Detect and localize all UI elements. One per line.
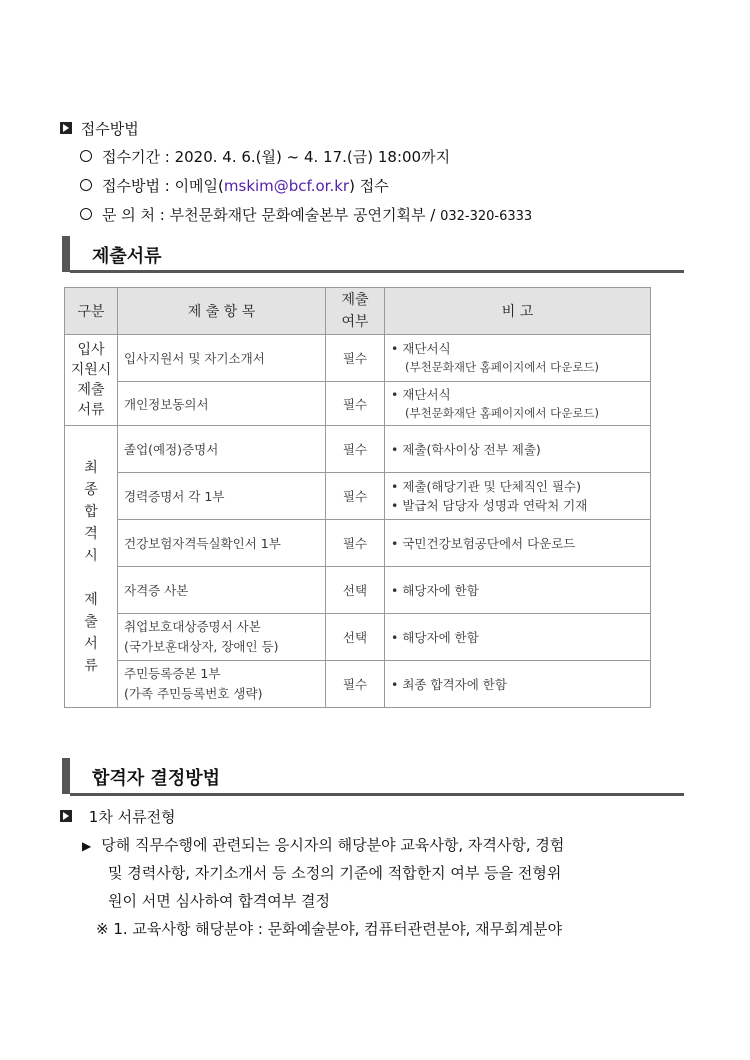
table-row xyxy=(65,335,651,382)
table-row xyxy=(65,661,651,708)
contact-phone: 032-320-6333 xyxy=(440,209,533,224)
decision-para-line1 xyxy=(82,834,564,855)
row-required: 필수 xyxy=(326,426,385,473)
row-required: 필수 xyxy=(326,520,385,567)
row-required: 선택 xyxy=(326,614,385,661)
note-text: • 최종 합격자에 한함 xyxy=(391,675,644,694)
contact-value: 부천문화재단 문화예술본부 공연기획부 xyxy=(169,206,426,224)
row-item-line2: (국가보훈대상자, 장애인 등) xyxy=(124,639,279,654)
note-text: • 제출(해당기관 및 단체직인 필수) xyxy=(391,477,644,496)
documents-section-title: 제출서류 xyxy=(92,246,162,267)
para-line1-text: 당해 직무수행에 관련되는 응시자의 해당분야 교육사항, 자격사항, 경험 xyxy=(101,836,565,854)
row-item: 경력증명서 각 1부 xyxy=(118,473,326,520)
arrow-box-icon xyxy=(60,810,72,822)
row-note xyxy=(385,473,651,520)
row-note xyxy=(385,520,651,567)
stage-heading xyxy=(60,806,176,827)
row-item: 개인정보동의서 xyxy=(118,382,326,426)
group-final-text: 최 종 합 격 시 제 출 서 류 xyxy=(84,459,98,674)
group-application-label: 입사 지원시 제출 서류 xyxy=(65,335,118,426)
reception-heading xyxy=(60,118,139,139)
note-sub: (부천문화재단 홈페이지에서 다운로드) xyxy=(405,360,600,374)
row-note xyxy=(385,335,651,382)
section-bar xyxy=(62,758,70,794)
email-link[interactable]: mskim@bcf.or.kr xyxy=(223,177,350,195)
row-item xyxy=(118,614,326,661)
period-label: 접수기간 xyxy=(102,148,160,166)
note-text: • 해당자에 한함 xyxy=(391,581,644,600)
note-text-2: • 발급처 담당자 성명과 연락처 기재 xyxy=(391,496,644,515)
period-sep: : xyxy=(159,148,175,166)
row-required: 필수 xyxy=(326,473,385,520)
reception-period xyxy=(80,146,450,167)
method-sep: : xyxy=(159,177,175,195)
contact-label: 문 의 처 xyxy=(102,206,156,224)
note-text: • 제출(학사이상 전부 제출) xyxy=(391,440,644,459)
table-header-row xyxy=(65,288,651,335)
row-item-line1: 취업보호대상증명서 사본 xyxy=(124,619,261,634)
row-item xyxy=(118,661,326,708)
row-note xyxy=(385,661,651,708)
header-remarks: 비 고 xyxy=(385,288,651,335)
row-note xyxy=(385,614,651,661)
arrow-box-icon xyxy=(60,122,72,134)
method-label: 접수방법 xyxy=(102,177,160,195)
row-required: 필수 xyxy=(326,335,385,382)
section-bar xyxy=(62,236,70,272)
note-text: • 재단서식 xyxy=(391,385,644,404)
circle-bullet-icon xyxy=(80,208,92,220)
circle-bullet-icon xyxy=(80,179,92,191)
reception-method xyxy=(80,175,389,196)
header-item: 제 출 항 목 xyxy=(118,288,326,335)
section-underline xyxy=(70,793,684,796)
table-row xyxy=(65,426,651,473)
reception-contact xyxy=(80,204,532,225)
row-required: 필수 xyxy=(326,382,385,426)
triangle-bullet-icon: ▶ xyxy=(82,839,92,853)
row-item-line2: (가족 주민등록번호 생략) xyxy=(124,686,263,701)
stage-title: 1차 서류전형 xyxy=(88,808,176,826)
phone-sep: / xyxy=(425,206,441,224)
table-row xyxy=(65,614,651,661)
row-note xyxy=(385,567,651,614)
period-value: 2020. 4. 6.(월) ~ 4. 17.(금) 18:00까지 xyxy=(174,148,451,166)
row-note xyxy=(385,382,651,426)
decision-para-line3: 원이 서면 심사하여 합격여부 결정 xyxy=(108,892,330,910)
method-value-pre: 이메일( xyxy=(174,177,224,195)
header-required: 제출 여부 xyxy=(326,288,385,335)
decision-note: ※ 1. 교육사항 해당분야 : 문화예술분야, 컴퓨터관련분야, 재무회계분야 xyxy=(96,920,563,938)
group-final-label xyxy=(65,426,118,708)
row-item: 건강보험자격득실확인서 1부 xyxy=(118,520,326,567)
decision-section-title: 합격자 결정방법 xyxy=(92,768,220,789)
table-row xyxy=(65,520,651,567)
row-required: 선택 xyxy=(326,567,385,614)
contact-sep: : xyxy=(155,206,170,224)
table-row xyxy=(65,382,651,426)
circle-bullet-icon xyxy=(80,150,92,162)
table-row xyxy=(65,473,651,520)
reception-title: 접수방법 xyxy=(80,120,139,138)
method-value-post: ) 접수 xyxy=(349,177,389,195)
documents-table xyxy=(64,287,651,708)
row-item-line1: 주민등록증본 1부 xyxy=(124,666,221,681)
header-category: 구분 xyxy=(65,288,118,335)
row-note xyxy=(385,426,651,473)
row-item: 졸업(예정)증명서 xyxy=(118,426,326,473)
decision-para-line2: 및 경력사항, 자기소개서 등 소정의 기준에 적합한지 여부 등을 전형위 xyxy=(108,864,562,882)
note-text: • 해당자에 한함 xyxy=(391,628,644,647)
note-sub: (부천문화재단 홈페이지에서 다운로드) xyxy=(405,405,600,420)
note-text: • 재단서식 xyxy=(391,339,644,358)
row-item: 입사지원서 및 자기소개서 xyxy=(118,335,326,382)
table-row xyxy=(65,567,651,614)
section-underline xyxy=(70,270,684,273)
note-text: • 국민건강보험공단에서 다운로드 xyxy=(391,534,644,553)
row-item: 자격증 사본 xyxy=(118,567,326,614)
row-required: 필수 xyxy=(326,661,385,708)
